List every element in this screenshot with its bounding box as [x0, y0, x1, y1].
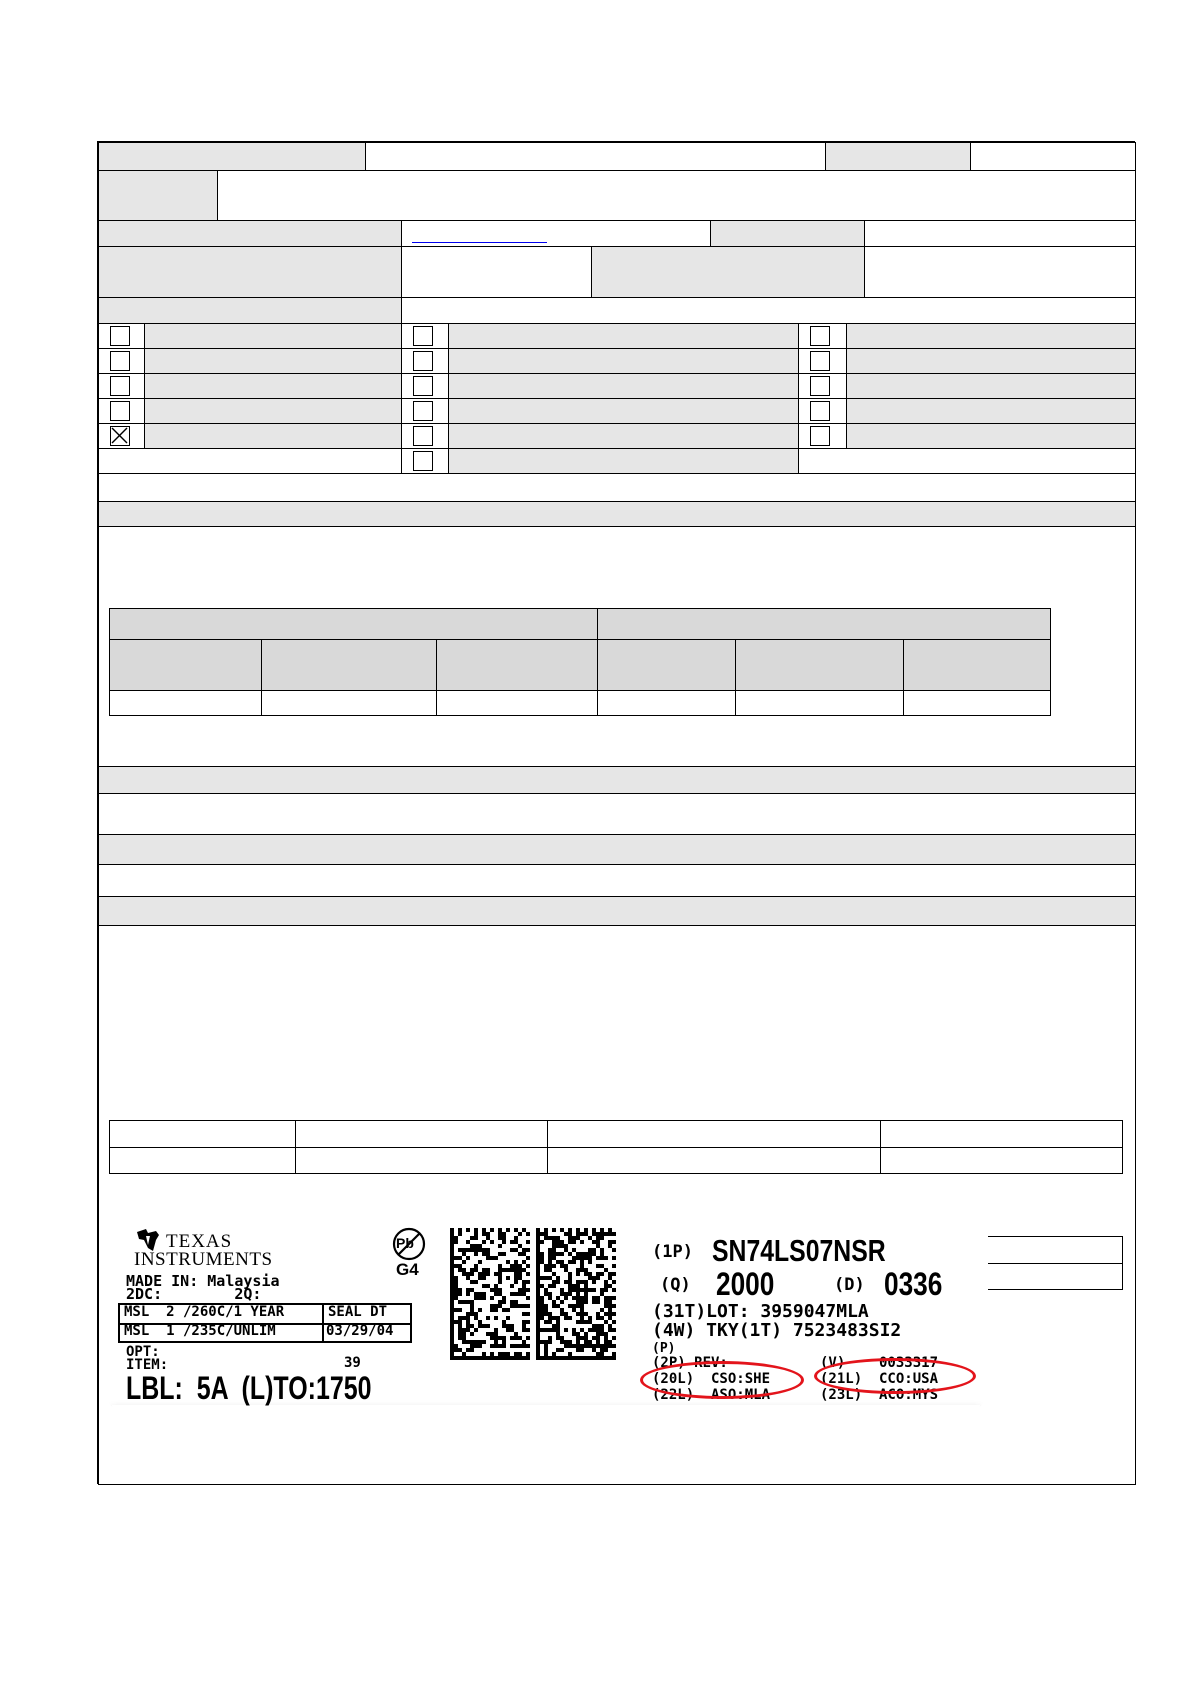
table-cell	[109, 1120, 296, 1148]
quantity-value: 2000	[716, 1266, 775, 1302]
column-header	[735, 639, 904, 691]
seal-date-value: 03/29/04	[326, 1323, 394, 1339]
checkbox[interactable]	[413, 451, 433, 471]
column-header	[436, 639, 598, 691]
section-header-4	[98, 896, 1136, 926]
checkbox[interactable]	[810, 376, 830, 396]
checkbox[interactable]	[810, 401, 830, 421]
section-header-2	[98, 766, 1136, 794]
checkbox[interactable]	[110, 376, 130, 396]
checkbox-label-cell	[448, 448, 799, 474]
dates-value-cell-2	[864, 246, 1136, 298]
table-cell	[261, 690, 437, 716]
checkbox-label-cell	[144, 373, 402, 399]
dates-value-cell-1	[401, 246, 592, 298]
title-value-cell	[217, 170, 1136, 221]
checkbox-cell	[401, 448, 449, 474]
checkbox[interactable]	[810, 351, 830, 371]
checkbox-label-cell	[144, 398, 402, 424]
made-in-text: MADE IN: Malaysia	[126, 1272, 280, 1290]
checkbox[interactable]	[413, 326, 433, 346]
brand-line-1: TEXAS	[166, 1231, 233, 1252]
table-cell	[597, 690, 736, 716]
table-cell	[436, 690, 598, 716]
opt-text: OPT:	[126, 1344, 160, 1360]
header-value-cell-2	[970, 142, 1136, 171]
v-line: (V) 0033317	[820, 1355, 939, 1371]
header-value-cell-1	[365, 142, 826, 171]
phone-value-cell	[864, 220, 1136, 247]
blank-cell	[98, 448, 402, 474]
table-cell	[547, 1120, 881, 1148]
email-link-underline[interactable]	[412, 242, 547, 243]
notes-row	[98, 473, 1136, 502]
header-label-cell-2	[825, 142, 971, 171]
table-cell	[903, 690, 1051, 716]
g4-text: G4	[396, 1260, 419, 1279]
checkbox[interactable]	[810, 326, 830, 346]
d-tag: (D)	[834, 1275, 865, 1295]
tky-line: (4W) TKY(1T) 7523483SI2	[652, 1320, 902, 1341]
checkbox[interactable]	[413, 376, 433, 396]
item-number: 39	[344, 1355, 361, 1371]
part-number: SN74LS07NSR	[712, 1233, 886, 1268]
date-code-text: 2DC: 2Q:	[126, 1285, 262, 1303]
column-header	[109, 639, 262, 691]
checkbox-label-cell	[448, 323, 799, 349]
contact-label-cell	[98, 220, 402, 247]
checkbox-cell	[798, 373, 847, 399]
brand-line-2: INSTRUMENTS	[134, 1249, 273, 1270]
cso-highlight-ellipse	[640, 1361, 804, 1399]
product-label-photo	[104, 1210, 988, 1415]
checkbox[interactable]	[413, 351, 433, 371]
table-cell	[295, 1120, 548, 1148]
change-type-value-cell	[401, 297, 1136, 324]
checkbox-cell	[98, 423, 145, 449]
phone-label-cell	[710, 220, 865, 247]
checkbox-cell	[98, 398, 145, 424]
checkbox[interactable]	[110, 401, 130, 421]
table-cell	[109, 690, 262, 716]
checkbox-label-cell	[448, 373, 799, 399]
checkbox-cell	[798, 423, 847, 449]
cco-line: (21L) CCO:USA	[820, 1371, 939, 1387]
lbl-text: LBL: 5A (L)TO:1750	[126, 1370, 372, 1406]
msl-row-1: MSL 2 /260C/1 YEAR	[124, 1304, 285, 1320]
checked-checkbox[interactable]	[110, 426, 130, 446]
p1-tag: (1P)	[652, 1242, 693, 1262]
section-header-1	[98, 501, 1136, 527]
section-header-3	[98, 834, 1136, 865]
contact-link-cell[interactable]	[401, 220, 711, 247]
table-cell	[880, 1147, 1123, 1174]
section-body-3	[98, 864, 1136, 897]
q-tag: (Q)	[660, 1275, 691, 1295]
aco-line: (23L) ACO:MYS	[820, 1387, 939, 1403]
checkbox-label-cell	[846, 348, 1136, 374]
checkbox-label-cell	[846, 398, 1136, 424]
checkbox-cell	[798, 323, 847, 349]
change-type-label-cell	[98, 297, 402, 324]
header-label-cell-1	[98, 142, 366, 171]
dates-label-cell	[98, 246, 402, 298]
checkbox-cell	[798, 398, 847, 424]
checkbox-cell	[98, 323, 145, 349]
checkbox-cell	[401, 373, 449, 399]
checkmark-x-icon	[111, 427, 128, 444]
checkbox[interactable]	[110, 351, 130, 371]
group-header-right	[597, 608, 1051, 640]
date-code-value: 0336	[884, 1266, 943, 1302]
pb-text: Pb	[396, 1235, 414, 1251]
checkbox[interactable]	[413, 401, 433, 421]
checkbox[interactable]	[810, 426, 830, 446]
column-header	[261, 639, 437, 691]
checkbox-cell	[798, 348, 847, 374]
checkbox-cell	[401, 398, 449, 424]
table-cell	[735, 690, 904, 716]
checkbox-label-cell	[448, 348, 799, 374]
group-header-left	[109, 608, 598, 640]
cso-line: (20L) CSO:SHE	[652, 1371, 771, 1387]
checkbox-label-cell	[448, 423, 799, 449]
section-body-1	[98, 526, 1136, 767]
msl-row-2: MSL 1 /235C/UNLIM	[124, 1323, 276, 1339]
table-cell	[295, 1147, 548, 1174]
checkbox-cell	[98, 373, 145, 399]
cco-highlight-ellipse	[814, 1355, 976, 1394]
checkbox[interactable]	[413, 426, 433, 446]
checkbox-cell	[401, 323, 449, 349]
rev-line: (2P) REV:	[652, 1355, 728, 1371]
checkbox[interactable]	[110, 326, 130, 346]
checkbox-label-cell	[846, 323, 1136, 349]
aso-line: (22L) ASO:MLA	[652, 1387, 771, 1403]
title-label-cell	[98, 170, 218, 221]
data-matrix-barcode-icon	[450, 1227, 620, 1361]
checkbox-label-cell	[846, 373, 1136, 399]
checkbox-label-cell	[144, 323, 402, 349]
label-shadow	[112, 1405, 980, 1415]
table-cell	[109, 1147, 296, 1174]
checkbox-label-cell	[846, 423, 1136, 449]
table-cell	[880, 1120, 1123, 1148]
seal-date-header: SEAL DT	[328, 1304, 388, 1320]
column-header	[597, 639, 736, 691]
p-line: (P)	[652, 1341, 676, 1356]
lot-line: (31T)LOT: 3959047MLA	[652, 1301, 869, 1322]
checkbox-label-cell	[144, 348, 402, 374]
column-header	[903, 639, 1051, 691]
checkbox-cell	[401, 423, 449, 449]
item-text: ITEM:	[126, 1357, 169, 1373]
dates-label-cell-2	[591, 246, 865, 298]
table-cell	[547, 1147, 881, 1174]
checkbox-label-cell	[448, 398, 799, 424]
checkbox-cell	[98, 348, 145, 374]
checkbox-cell	[401, 348, 449, 374]
section-body-2	[98, 793, 1136, 835]
checkbox-label-cell	[144, 423, 402, 449]
blank-cell	[798, 448, 1136, 474]
